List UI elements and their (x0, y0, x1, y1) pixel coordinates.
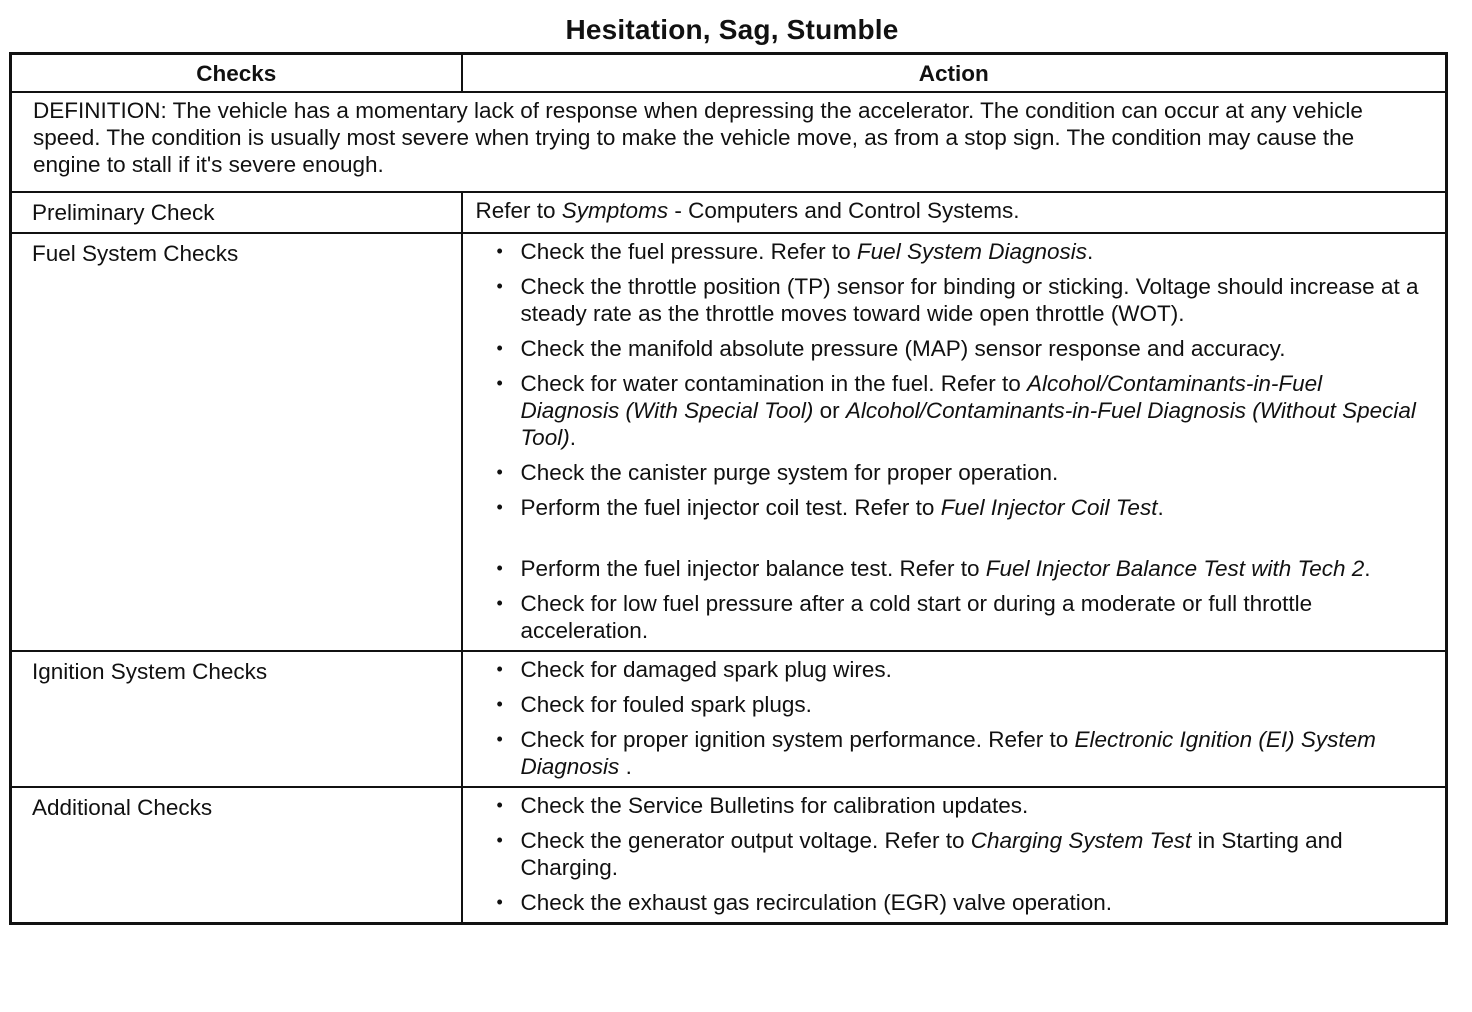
additional-row (11, 787, 1447, 924)
item-reference: Alcohol/Contaminants-in-Fuel Diagnosis (Without Special Tool) (520, 398, 1416, 450)
bullet-icon: • (496, 892, 503, 912)
checks-header: Checks (11, 54, 462, 93)
list-item (475, 238, 1426, 265)
bullet-icon: • (496, 694, 503, 714)
item-text: Check for water contamination in the fuel. Refer to (520, 371, 1028, 396)
bullet-icon: • (496, 276, 503, 296)
ignition-actions (462, 651, 1447, 787)
item-text: . (1087, 239, 1094, 264)
preliminary-row (11, 192, 1447, 233)
list-item (475, 459, 1426, 486)
item-text: Check the canister purge system for proper operation. (520, 460, 1059, 485)
ignition-list (475, 656, 1426, 780)
ignition-label: Ignition System Checks (11, 651, 462, 787)
item-text: Check for damaged spark plug wires. (520, 657, 892, 682)
diagnostic-table (9, 52, 1448, 925)
list-item (475, 889, 1426, 916)
list-item (475, 827, 1426, 881)
item-text: Check the exhaust gas recirculation (EGR) valve operation. (520, 890, 1113, 915)
preliminary-action (462, 192, 1447, 233)
preliminary-label: Preliminary Check (11, 192, 462, 233)
bullet-icon: • (496, 241, 503, 261)
item-text: Check the throttle position (TP) sensor for binding or sticking. Voltage should increase at a steady rate as the throttle moves toward wide open throttle (WOT). (520, 274, 1419, 326)
bullet-icon: • (496, 462, 503, 482)
bullet-icon: • (496, 729, 503, 749)
item-text: or (813, 398, 846, 423)
additional-list (475, 792, 1426, 916)
bullet-icon: • (496, 373, 503, 393)
bullet-icon: • (496, 593, 503, 613)
list-item (475, 370, 1426, 451)
item-text: in Starting and Charging. (520, 828, 1343, 880)
list-item (475, 273, 1426, 327)
item-text: . (1364, 556, 1371, 581)
item-text: Perform the fuel injector balance test. Refer to (520, 556, 986, 581)
item-text: Check the fuel pressure. Refer to (520, 239, 857, 264)
item-text: Check for proper ignition system performance. Refer to (520, 727, 1075, 752)
item-text: Perform the fuel injector coil test. Refer to (520, 495, 941, 520)
item-text: Check the manifold absolute pressure (MAP) sensor response and accuracy. (520, 336, 1286, 361)
preliminary-action-post: - Computers and Control Systems. (668, 198, 1020, 223)
list-item (475, 691, 1426, 718)
item-reference: Electronic Ignition (EI) System Diagnosis (520, 727, 1376, 779)
list-item (475, 792, 1426, 819)
definition-row (11, 92, 1447, 192)
definition-text: DEFINITION: The vehicle has a momentary lack of response when depressing the accelerator. The condition can occur at any vehicle speed. The condition is usually most severe when trying to make the vehicle move, as from a stop sign. The condition may cause the engine to stall if it's severe enough. (11, 92, 1447, 192)
fuel-label: Fuel System Checks (11, 233, 462, 651)
fuel-actions (462, 233, 1447, 651)
list-item (475, 555, 1426, 582)
fuel-list (475, 238, 1426, 644)
bullet-icon: • (496, 497, 503, 517)
bullet-icon: • (496, 659, 503, 679)
list-item (475, 726, 1426, 780)
bullet-icon: • (496, 795, 503, 815)
additional-label: Additional Checks (11, 787, 462, 924)
fuel-row (11, 233, 1447, 651)
item-text: Check for low fuel pressure after a cold start or during a moderate or full throttle acceleration. (520, 591, 1313, 643)
item-reference: Charging System Test (970, 828, 1192, 853)
item-text: . (569, 425, 576, 450)
action-header: Action (462, 54, 1447, 93)
symptoms-link: Symptoms (561, 198, 669, 223)
list-item (475, 335, 1426, 362)
item-text: . (619, 754, 632, 779)
page-title: Hesitation, Sag, Stumble (565, 14, 899, 45)
item-reference: Fuel System Diagnosis (856, 239, 1088, 264)
list-item (475, 590, 1426, 644)
item-reference: Alcohol/Contaminants-in-Fuel Diagnosis (With Special Tool) (520, 371, 1323, 423)
bullet-icon: • (496, 830, 503, 850)
item-reference: Fuel Injector Balance Test with Tech 2 (985, 556, 1365, 581)
item-reference: Fuel Injector Coil Test (940, 495, 1158, 520)
preliminary-action-pre: Refer to (475, 198, 562, 223)
ignition-row (11, 651, 1447, 787)
item-text: Check the Service Bulletins for calibration updates. (520, 793, 1029, 818)
list-item (475, 656, 1426, 683)
additional-actions (462, 787, 1447, 924)
item-text: Check the generator output voltage. Refer to (520, 828, 971, 853)
item-text: . (1157, 495, 1164, 520)
list-item (475, 494, 1426, 521)
bullet-icon: • (496, 558, 503, 578)
item-text: Check for fouled spark plugs. (520, 692, 812, 717)
header-row (11, 54, 1447, 93)
bullet-icon: • (496, 338, 503, 358)
